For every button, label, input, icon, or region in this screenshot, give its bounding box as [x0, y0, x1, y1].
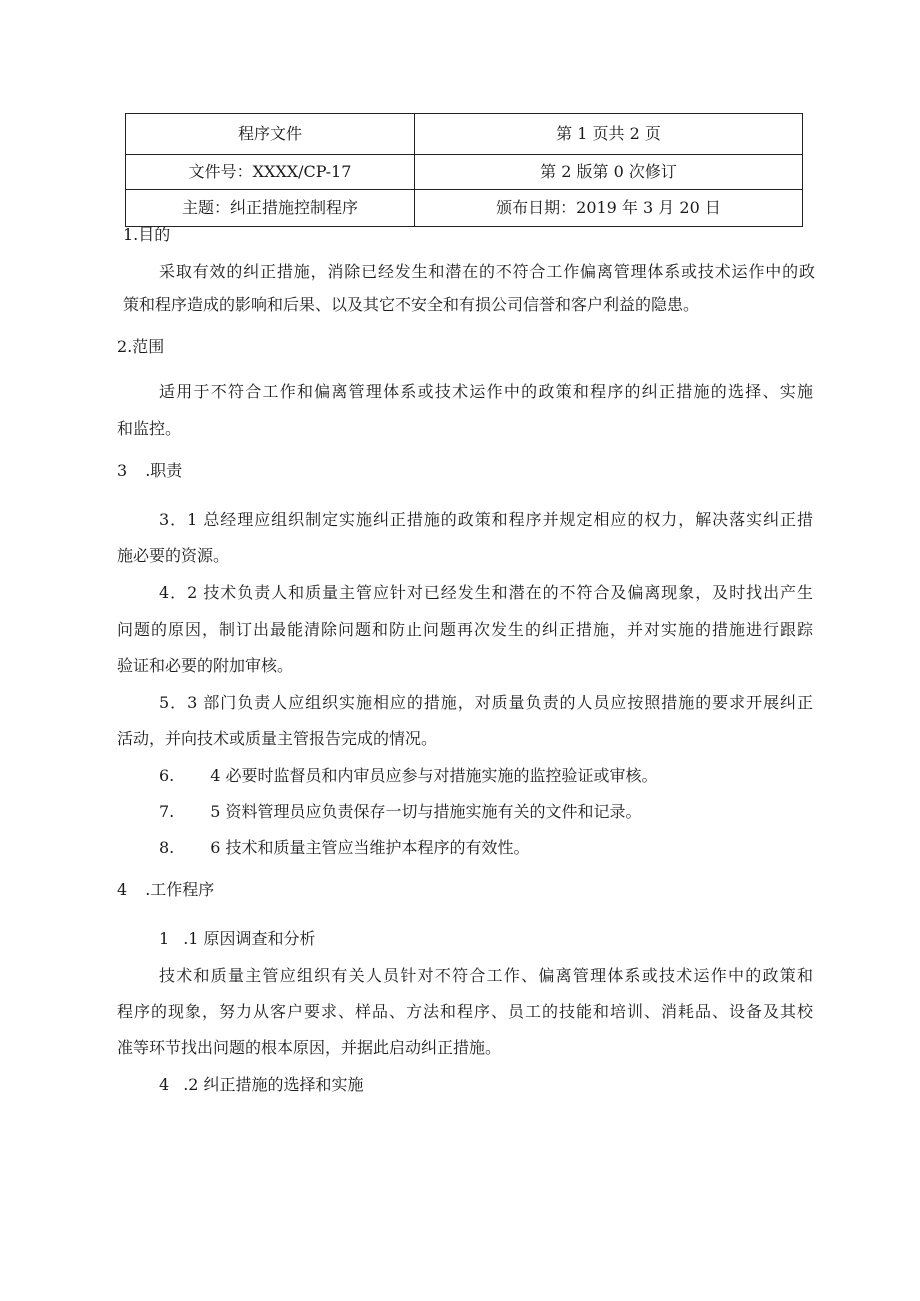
clause-3-5-text: 5 资料管理员应负责保存一切与措施实施有关的文件和记录。 — [210, 802, 642, 821]
section-4-title: .工作程序 — [145, 880, 215, 899]
clause-3-3-line-2: 活动，并向技术或质量主管报告完成的情况。 — [117, 729, 438, 748]
clause-3-4 — [159, 766, 658, 786]
clause-4-1-title: .1 原因调查和分析 — [183, 929, 316, 948]
clause-4-1-line-3: 准等环节找出问题的根本原因，并据此启动纠正措施。 — [117, 1038, 502, 1057]
section-3-number: 3 — [117, 461, 128, 480]
header-row-1 — [126, 114, 803, 155]
clause-3-4-text: 4 必要时监督员和内审员应参与对措施实施的监控验证或审核。 — [210, 766, 658, 785]
clause-3-1-line-1: 3．1 总经理应组织制定实施纠正措施的政策和程序并规定相应的权力，解决落实纠正措 — [159, 510, 813, 529]
clause-3-6-text: 6 技术和质量主管应当维护本程序的有效性。 — [210, 838, 530, 857]
clause-3-3-line-1: 5．3 部门负责人应组织实施相应的措施，对质量负责的人员应按照措施的要求开展纠正 — [159, 693, 813, 712]
doc-number-cell: 文件号：XXXX/CP-17 — [126, 155, 415, 190]
header-row-3 — [126, 190, 803, 227]
document-header-table — [125, 113, 803, 227]
clause-3-5 — [159, 802, 642, 822]
section-2-paragraph-line-2: 和监控。 — [117, 419, 182, 438]
doc-type-cell: 程序文件 — [126, 114, 415, 155]
section-4-heading — [117, 880, 214, 900]
section-4-number: 4 — [117, 880, 128, 899]
clause-3-2-line-1: 4．2 技术负责人和质量主管应针对已经发生和潜在的不符合及偏离现象，及时找出产生 — [159, 583, 813, 602]
header-row-2 — [126, 155, 803, 190]
section-3-heading — [117, 461, 182, 481]
clause-3-2-line-2: 问题的原因，制订出最能清除问题和防止问题再次发生的纠正措施，并对实施的措施进行跟踪 — [117, 620, 813, 639]
clause-3-4-number: 6. — [159, 766, 175, 785]
issue-date-cell: 颁布日期：2019 年 3 月 20 日 — [415, 190, 803, 227]
clause-4-1-line-1: 技术和质量主管应组织有关人员针对不符合工作、偏离管理体系或技术运作中的政策和 — [159, 966, 813, 985]
clause-4-2-number: 4 — [159, 1075, 170, 1094]
clause-4-2-title: .2 纠正措施的选择和实施 — [183, 1075, 364, 1094]
section-2-title: 2.范围 — [117, 337, 165, 356]
clause-4-1-heading — [159, 929, 316, 949]
page-info-cell: 第 1 页共 2 页 — [415, 114, 803, 155]
clause-3-2-line-3: 验证和必要的附加审核。 — [117, 656, 294, 675]
clause-4-1-number: 1 — [159, 929, 170, 948]
clause-3-6 — [159, 838, 530, 858]
section-3-title: .职责 — [145, 461, 183, 480]
clause-4-1-line-2: 程序的现象，努力从客户要求、样品、方法和程序、员工的技能和培训、消耗品、设备及其校 — [117, 1002, 813, 1021]
clause-3-5-number: 7. — [159, 802, 175, 821]
section-1-title: 1.目的 — [123, 225, 171, 244]
section-2-paragraph-line-1: 适用于不符合工作和偏离管理体系或技术运作中的政策和程序的纠正措施的选择、实施 — [159, 382, 813, 401]
section-1-paragraph-line-2: 策和程序造成的影响和后果、以及其它不安全和有损公司信誉和客户利益的隐患。 — [123, 295, 700, 314]
subject-cell: 主题：纠正措施控制程序 — [126, 190, 415, 227]
revision-cell: 第 2 版第 0 次修订 — [415, 155, 803, 190]
clause-3-1-line-2: 施必要的资源。 — [117, 546, 230, 565]
clause-4-2-heading — [159, 1075, 364, 1095]
clause-3-6-number: 8. — [159, 838, 175, 857]
section-1-paragraph-line-1: 采取有效的纠正措施，消除已经发生和潜在的不符合工作偏离管理体系或技术运作中的政 — [159, 262, 815, 281]
